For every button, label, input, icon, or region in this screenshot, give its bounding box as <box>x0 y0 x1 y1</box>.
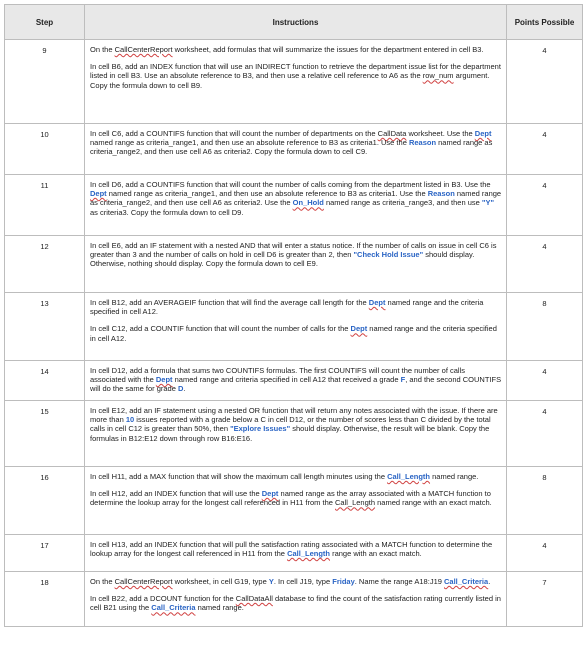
points-value: 8 <box>507 467 583 535</box>
table-row <box>5 572 583 627</box>
instruction-term: Call_Criteria <box>444 577 489 586</box>
instruction-text: On the <box>90 577 115 586</box>
instruction-text: In cell C12, add a COUNTIF function that will count the number of calls for the <box>90 324 351 334</box>
instruction-term: CallCenterReport <box>114 577 173 586</box>
step-number: 16 <box>5 467 85 535</box>
instruction-term: On_Hold <box>292 198 324 208</box>
instruction-paragraph <box>90 366 502 394</box>
instruction-paragraph <box>90 406 502 443</box>
instruction-paragraph <box>90 298 502 316</box>
instruction-paragraph <box>90 472 502 481</box>
instruction-text: In cell E6, add an IF statement with a nested AND that will enter a status notice. If the number of calls on issue in cell C6 is greater than 3 and the number of calls on hold in cell D6 is greater than 2, then <box>90 241 497 260</box>
instruction-text: In cell B22, add a DCOUNT function for the <box>90 594 236 604</box>
instruction-text: named range and criteria specified in cell A12 that received a grade <box>172 375 401 385</box>
instruction-term: "Y" <box>481 198 495 208</box>
table-row <box>5 401 583 467</box>
instruction-text: named range. <box>430 472 479 481</box>
step-instructions <box>85 40 507 124</box>
instruction-term: Call_Length <box>335 498 376 508</box>
step-number: 15 <box>5 401 85 467</box>
points-value: 4 <box>507 361 583 401</box>
instruction-term: Reason <box>427 189 455 199</box>
step-instructions <box>85 535 507 572</box>
instruction-term: Dept <box>350 324 368 334</box>
step-number: 9 <box>5 40 85 124</box>
instruction-term: CallDataAll <box>235 594 273 604</box>
header-step: Step <box>5 5 85 40</box>
instruction-text: In cell H13, add an INDEX function that will pull the satisfaction rating associated with a MATCH function to determine the lookup array for the longest call referenced in H11 from the <box>90 540 493 559</box>
instruction-text: named range as the array associated with a MATCH function to determine the lookup array for the longest call referenced in H11 from the <box>90 489 491 508</box>
instruction-paragraph <box>90 489 502 507</box>
step-number: 12 <box>5 236 85 293</box>
instructions-table <box>4 4 583 627</box>
instruction-term: Y <box>268 577 274 586</box>
step-number: 10 <box>5 124 85 175</box>
header-row <box>5 5 583 40</box>
points-value: 4 <box>507 535 583 572</box>
instruction-text: named range as criteria_range2, and then use cell A6 as criteria2. Use the <box>90 189 502 208</box>
instruction-term: row_num <box>422 71 454 81</box>
instruction-text: named range as criteria_range3, and then use <box>323 198 482 208</box>
step-instructions <box>85 293 507 361</box>
instruction-term: D <box>177 384 184 394</box>
instruction-text: In cell E12, add an IF statement using a nested OR function that will return any notes associated with the issue. If there are more than <box>90 406 498 425</box>
instruction-term: CallData <box>377 129 407 138</box>
table-row <box>5 361 583 401</box>
instruction-text: In cell H12, add an INDEX function that will use the <box>90 489 262 499</box>
step-number: 13 <box>5 293 85 361</box>
instruction-text: . In cell J19, type <box>273 577 333 586</box>
instruction-text: . <box>183 384 186 394</box>
instruction-text: database to find the count of the satisfaction rating currently listed in cell B21 using the <box>90 594 501 613</box>
points-value: 4 <box>507 40 583 124</box>
instruction-term: 10 <box>125 415 135 425</box>
instruction-term: Dept <box>155 375 173 385</box>
instruction-text: should display. Otherwise, the result will be blank. Copy the formulas in B12:E12 down through row B16:E16. <box>90 424 490 443</box>
instruction-text: range with an exact match. <box>329 549 422 559</box>
instruction-term: Dept <box>90 189 107 199</box>
instruction-term: Call_Length <box>387 472 431 481</box>
table-row <box>5 124 583 175</box>
instruction-term: Dept <box>474 129 492 138</box>
instruction-paragraph <box>90 180 502 217</box>
instruction-text: In cell D6, add a COUNTIFS function that will count the number of calls coming from the department listed in B3. Use the <box>90 180 491 189</box>
table-row <box>5 175 583 236</box>
points-value: 4 <box>507 236 583 293</box>
step-instructions <box>85 361 507 401</box>
table-row <box>5 236 583 293</box>
instruction-term: "Explore Issues" <box>230 424 291 434</box>
instruction-text: In cell C6, add a COUNTIFS function that will count the number of departments on the <box>90 129 378 138</box>
instruction-text: argument. Copy the formula down to cell B9. <box>90 71 490 90</box>
instruction-text: as criteria3. Copy the formula down to cell D9. <box>90 207 244 217</box>
instruction-paragraph <box>90 540 502 558</box>
instruction-text: worksheet. Use the <box>406 129 475 138</box>
instruction-term: "Check Hold Issue" <box>353 250 424 260</box>
instruction-paragraph <box>90 45 502 54</box>
step-instructions <box>85 175 507 236</box>
instruction-text: named range with an exact match. <box>375 498 492 508</box>
table-row <box>5 535 583 572</box>
instruction-term: Dept <box>368 298 386 307</box>
instruction-text: , and the second COUNTIFS will do the same for grade <box>90 375 502 394</box>
instruction-paragraph <box>90 129 502 157</box>
instruction-text: In cell B12, add an AVERAGEIF function that will find the average call length for the <box>90 298 369 307</box>
instruction-paragraph <box>90 62 502 90</box>
step-instructions <box>85 236 507 293</box>
instruction-paragraph <box>90 241 502 269</box>
instruction-text: In cell B6, add an INDEX function that will use an INDIRECT function to retrieve the department issue list for the department listed in cell B3. Use an absolute reference to B3, and then use a relative cell reference to A6 as the <box>90 62 501 81</box>
instruction-text: In cell D12, add a formula that sums two COUNTIFS formulas. The first COUNTIFS will count the number of calls associated with the <box>90 366 465 385</box>
instruction-paragraph <box>90 324 502 342</box>
points-value: 7 <box>507 572 583 627</box>
points-value: 4 <box>507 175 583 236</box>
instruction-text: named range as criteria_range2, and then use cell A6 as criteria2. Copy the formula down to cell C9. <box>90 138 493 157</box>
instruction-term: Dept <box>261 489 279 499</box>
instruction-text: issues reported with a grade below a C in cell D12, or the number of scores less than C divided by the total calls in cell C12 is greater than 50%, then <box>90 415 491 434</box>
instruction-text: . Name the range A18:J19 <box>354 577 444 586</box>
points-value: 4 <box>507 401 583 467</box>
instruction-term: Reason <box>408 138 437 148</box>
header-points: Points Possible <box>507 5 583 40</box>
instruction-paragraph <box>90 577 502 586</box>
instruction-text: . <box>488 577 491 586</box>
step-instructions <box>85 467 507 535</box>
instruction-text: named range and the criteria specified in cell A12. <box>90 298 484 317</box>
instruction-text: On the <box>90 45 115 54</box>
step-number: 11 <box>5 175 85 236</box>
points-value: 8 <box>507 293 583 361</box>
table-row <box>5 40 583 124</box>
instruction-text: should display. Otherwise, nothing should display. Copy the formula down to cell E9. <box>90 250 475 269</box>
table-row <box>5 293 583 361</box>
instruction-text: named range. <box>195 603 244 613</box>
instruction-term: Call_Criteria <box>151 603 196 613</box>
step-instructions <box>85 401 507 467</box>
step-number: 18 <box>5 572 85 627</box>
instruction-text: named range as criteria_range1, and then use an absolute reference to B3 as criteria1. Use the <box>106 189 428 199</box>
instruction-term: CallCenterReport <box>114 45 173 54</box>
points-value: 4 <box>507 124 583 175</box>
instruction-text: worksheet, in cell G19, type <box>172 577 269 586</box>
header-instructions: Instructions <box>85 5 507 40</box>
instruction-text: named range and the criteria specified in cell A12. <box>90 324 497 343</box>
instruction-term: Friday <box>332 577 355 586</box>
step-number: 14 <box>5 361 85 401</box>
step-instructions <box>85 124 507 175</box>
step-instructions <box>85 572 507 627</box>
instruction-term: Call_Length <box>287 549 330 559</box>
step-number: 17 <box>5 535 85 572</box>
instruction-paragraph <box>90 594 502 612</box>
table-body <box>5 40 583 627</box>
instruction-text: named range as criteria_range1, and then use an absolute reference to B3 as criteria1. Use the <box>90 138 409 148</box>
instruction-text: In cell H11, add a MAX function that will show the maximum call length minutes using the <box>90 472 388 481</box>
table-row <box>5 467 583 535</box>
instruction-text: worksheet, add formulas that will summarize the issues for the department entered in cell B3. <box>172 45 484 54</box>
instruction-term: F <box>400 375 406 385</box>
